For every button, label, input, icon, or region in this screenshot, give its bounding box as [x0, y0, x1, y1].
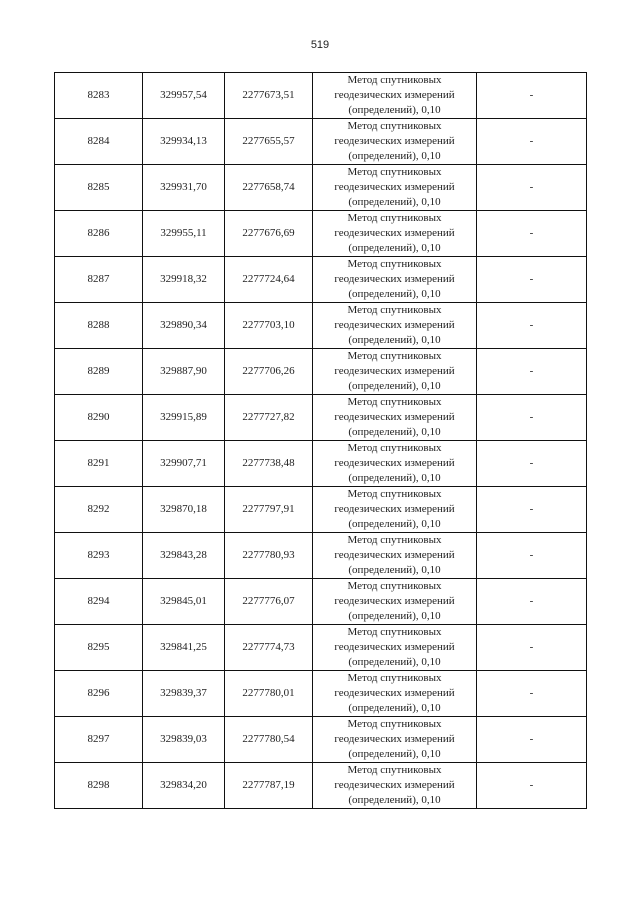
y-coordinate-cell: 2277738,48	[225, 441, 313, 487]
method-line: Метод спутниковых	[347, 764, 442, 776]
method-line: Метод спутниковых	[347, 442, 442, 454]
method-line: (определений), 0,10	[348, 610, 441, 622]
method-line: (определений), 0,10	[348, 426, 441, 438]
x-coordinate-cell: 329841,25	[143, 625, 225, 671]
description-cell: -	[477, 395, 587, 441]
description-cell: -	[477, 349, 587, 395]
point-number-cell: 8294	[55, 579, 143, 625]
point-number-cell: 8287	[55, 257, 143, 303]
method-line: Метод спутниковых	[347, 718, 442, 730]
x-coordinate-cell: 329870,18	[143, 487, 225, 533]
method-line: Метод спутниковых	[347, 258, 442, 270]
method-cell	[313, 303, 477, 349]
method-line: геодезических измерений	[334, 457, 455, 469]
y-coordinate-cell: 2277706,26	[225, 349, 313, 395]
method-line: геодезических измерений	[334, 503, 455, 515]
method-cell	[313, 579, 477, 625]
table-row	[55, 395, 587, 441]
method-line: Метод спутниковых	[347, 626, 442, 638]
table-row	[55, 211, 587, 257]
y-coordinate-cell: 2277787,19	[225, 763, 313, 809]
method-line: (определений), 0,10	[348, 702, 441, 714]
description-cell: -	[477, 763, 587, 809]
point-number-cell: 8285	[55, 165, 143, 211]
table-row	[55, 349, 587, 395]
point-number-cell: 8291	[55, 441, 143, 487]
method-line: (определений), 0,10	[348, 518, 441, 530]
method-cell	[313, 395, 477, 441]
point-number-cell: 8297	[55, 717, 143, 763]
x-coordinate-cell: 329845,01	[143, 579, 225, 625]
y-coordinate-cell: 2277658,74	[225, 165, 313, 211]
method-line: Метод спутниковых	[347, 350, 442, 362]
method-line: (определений), 0,10	[348, 748, 441, 760]
x-coordinate-cell: 329839,03	[143, 717, 225, 763]
method-cell	[313, 763, 477, 809]
table-row	[55, 487, 587, 533]
description-cell: -	[477, 671, 587, 717]
point-number-cell: 8295	[55, 625, 143, 671]
method-line: геодезических измерений	[334, 89, 455, 101]
point-number-cell: 8296	[55, 671, 143, 717]
method-cell	[313, 211, 477, 257]
method-line: Метод спутниковых	[347, 120, 442, 132]
point-number-cell: 8292	[55, 487, 143, 533]
method-line: (определений), 0,10	[348, 794, 441, 806]
method-line: (определений), 0,10	[348, 288, 441, 300]
method-line: (определений), 0,10	[348, 380, 441, 392]
method-line: геодезических измерений	[334, 181, 455, 193]
method-line: Метод спутниковых	[347, 488, 442, 500]
method-line: (определений), 0,10	[348, 472, 441, 484]
table-row	[55, 671, 587, 717]
table-row	[55, 119, 587, 165]
x-coordinate-cell: 329934,13	[143, 119, 225, 165]
point-number-cell: 8293	[55, 533, 143, 579]
y-coordinate-cell: 2277780,54	[225, 717, 313, 763]
point-number-cell: 8288	[55, 303, 143, 349]
coordinates-table	[54, 72, 587, 809]
y-coordinate-cell: 2277703,10	[225, 303, 313, 349]
table-row	[55, 257, 587, 303]
table-row	[55, 165, 587, 211]
description-cell: -	[477, 487, 587, 533]
description-cell: -	[477, 119, 587, 165]
x-coordinate-cell: 329834,20	[143, 763, 225, 809]
method-line: геодезических измерений	[334, 135, 455, 147]
table-row	[55, 441, 587, 487]
method-line: (определений), 0,10	[348, 242, 441, 254]
description-cell: -	[477, 165, 587, 211]
method-line: Метод спутниковых	[347, 304, 442, 316]
method-line: геодезических измерений	[334, 319, 455, 331]
y-coordinate-cell: 2277780,93	[225, 533, 313, 579]
method-line: (определений), 0,10	[348, 656, 441, 668]
method-line: (определений), 0,10	[348, 150, 441, 162]
x-coordinate-cell: 329843,28	[143, 533, 225, 579]
table-row	[55, 533, 587, 579]
method-cell	[313, 717, 477, 763]
method-line: Метод спутниковых	[347, 672, 442, 684]
method-cell	[313, 487, 477, 533]
description-cell: -	[477, 533, 587, 579]
table-body	[55, 73, 587, 809]
method-line: геодезических измерений	[334, 687, 455, 699]
point-number-cell: 8289	[55, 349, 143, 395]
method-cell	[313, 73, 477, 119]
table-row	[55, 717, 587, 763]
point-number-cell: 8298	[55, 763, 143, 809]
y-coordinate-cell: 2277797,91	[225, 487, 313, 533]
method-cell	[313, 165, 477, 211]
method-line: (определений), 0,10	[348, 564, 441, 576]
method-line: геодезических измерений	[334, 549, 455, 561]
x-coordinate-cell: 329955,11	[143, 211, 225, 257]
point-number-cell: 8284	[55, 119, 143, 165]
method-cell	[313, 257, 477, 303]
table-row	[55, 579, 587, 625]
y-coordinate-cell: 2277655,57	[225, 119, 313, 165]
y-coordinate-cell: 2277776,07	[225, 579, 313, 625]
method-line: геодезических измерений	[334, 227, 455, 239]
x-coordinate-cell: 329918,32	[143, 257, 225, 303]
method-cell	[313, 441, 477, 487]
y-coordinate-cell: 2277727,82	[225, 395, 313, 441]
method-line: (определений), 0,10	[348, 334, 441, 346]
description-cell: -	[477, 211, 587, 257]
method-cell	[313, 671, 477, 717]
x-coordinate-cell: 329890,34	[143, 303, 225, 349]
y-coordinate-cell: 2277780,01	[225, 671, 313, 717]
method-cell	[313, 349, 477, 395]
method-line: геодезических измерений	[334, 411, 455, 423]
method-line: геодезических измерений	[334, 273, 455, 285]
description-cell: -	[477, 717, 587, 763]
point-number-cell: 8290	[55, 395, 143, 441]
x-coordinate-cell: 329931,70	[143, 165, 225, 211]
x-coordinate-cell: 329887,90	[143, 349, 225, 395]
method-cell	[313, 625, 477, 671]
description-cell: -	[477, 257, 587, 303]
method-line: Метод спутниковых	[347, 580, 442, 592]
method-line: (определений), 0,10	[348, 196, 441, 208]
table-row	[55, 303, 587, 349]
description-cell: -	[477, 303, 587, 349]
method-line: геодезических измерений	[334, 779, 455, 791]
description-cell: -	[477, 579, 587, 625]
method-line: геодезических измерений	[334, 733, 455, 745]
method-line: геодезических измерений	[334, 595, 455, 607]
table-row	[55, 625, 587, 671]
method-line: геодезических измерений	[334, 365, 455, 377]
method-line: (определений), 0,10	[348, 104, 441, 116]
method-cell	[313, 119, 477, 165]
x-coordinate-cell: 329915,89	[143, 395, 225, 441]
table-row	[55, 763, 587, 809]
x-coordinate-cell: 329907,71	[143, 441, 225, 487]
x-coordinate-cell: 329957,54	[143, 73, 225, 119]
description-cell: -	[477, 73, 587, 119]
method-line: Метод спутниковых	[347, 396, 442, 408]
method-line: Метод спутниковых	[347, 74, 442, 86]
method-line: Метод спутниковых	[347, 212, 442, 224]
table-row	[55, 73, 587, 119]
y-coordinate-cell: 2277676,69	[225, 211, 313, 257]
method-line: Метод спутниковых	[347, 534, 442, 546]
y-coordinate-cell: 2277774,73	[225, 625, 313, 671]
method-line: геодезических измерений	[334, 641, 455, 653]
method-cell	[313, 533, 477, 579]
y-coordinate-cell: 2277673,51	[225, 73, 313, 119]
x-coordinate-cell: 329839,37	[143, 671, 225, 717]
y-coordinate-cell: 2277724,64	[225, 257, 313, 303]
description-cell: -	[477, 441, 587, 487]
method-line: Метод спутниковых	[347, 166, 442, 178]
point-number-cell: 8286	[55, 211, 143, 257]
description-cell: -	[477, 625, 587, 671]
page-number: 519	[310, 39, 330, 51]
point-number-cell: 8283	[55, 73, 143, 119]
